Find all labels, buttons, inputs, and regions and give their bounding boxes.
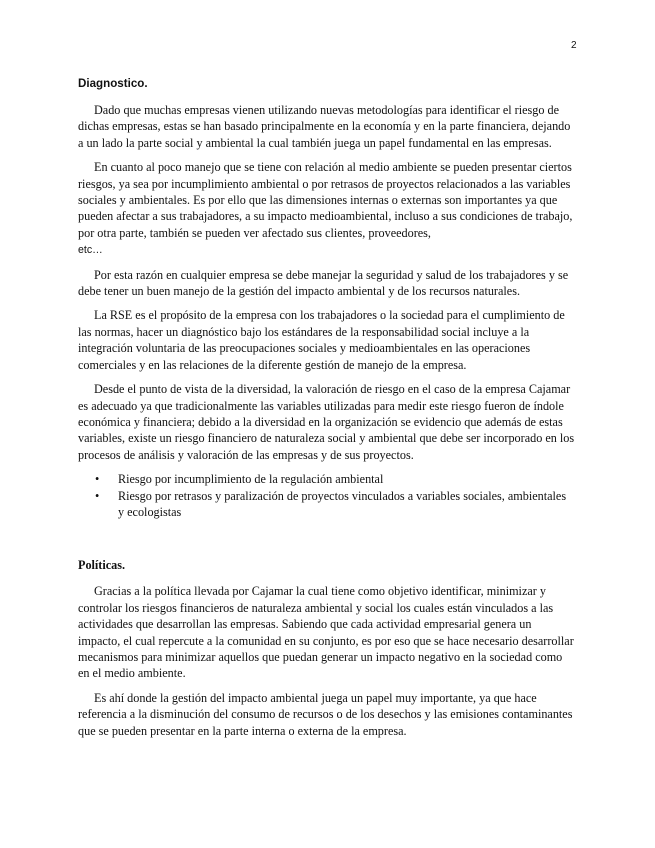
paragraph: Desde el punto de vista de la diversidad, la valoración de riesgo en el caso de la empresa Cajamar es adecuado ya que tradicionalmente las variables utilizadas para medir este riesgo fueron de índole económica y financiera; debido a la diversidad en la organización se evidencio que además de estas variables, existe un riesgo financiero de naturaleza social y ambiental que debe ser incorporado en los procesos de análisis y valoración de las empresas y de sus proyectos. bbox=[78, 382, 575, 462]
list-item bbox=[78, 471, 575, 487]
bullet-icon: • bbox=[95, 488, 100, 503]
paragraph bbox=[78, 159, 575, 258]
paragraph: Es ahí donde la gestión del impacto ambiental juega un papel muy importante, ya que hace referencia a la disminución del consumo de recursos o de los desechos y las emisiones contaminantes que se pueden presentar en la parte interna o externa de la empresa. bbox=[78, 690, 573, 738]
list-item-text: Riesgo por incumplimiento de la regulación ambiental bbox=[118, 472, 384, 487]
paragraph: Gracias a la política llevada por Cajamar la cual tiene como objetivo identificar, minimizar y controlar los riesgos financieros de naturaleza ambiental y social los cuales están vinculados a las actividades que desarrollan las empresas. Sabiendo que cada actividad empresarial genera un impacto, el cual repercute a la comunidad en su conjunto, es por eso que se hace necesario desarrollar mecanismos para minimizar aquellos que puedan generar un impacto negativo en la sociedad como en el medio ambiente. bbox=[78, 584, 574, 681]
section-heading-politicas: Políticas. bbox=[78, 558, 126, 573]
list-item bbox=[78, 488, 575, 521]
page-number: 2 bbox=[571, 40, 577, 51]
list-item-text: Riesgo por retrasos y paralización de proyectos vinculados a variables sociales, ambientales y ecologistas bbox=[118, 488, 567, 519]
page-content bbox=[78, 76, 575, 739]
bullet-list bbox=[78, 471, 575, 520]
paragraph: La RSE es el propósito de la empresa con los trabajadores o la sociedad para el cumplimiento de las normas, hacer un diagnóstico bajo los estándares de la responsabilidad social incluye a la integración voluntaria de las preocupaciones sociales y medioambientales en las operaciones comerciales y en las relaciones de la diferente gestión de manejo de la empresa. bbox=[78, 308, 565, 372]
bullet-icon: • bbox=[95, 472, 100, 487]
paragraph-text: En cuanto al poco manejo que se tiene con relación al medio ambiente se pueden presentar ciertos riesgos, ya sea por incumplimiento ambiental o por retrasos de proyectos relacionados a las variables sociales y ambientales. Es por ello que las dimensiones internas o externas son importantes ya que pueden afectar a sus trabajadores, a su impacto medioambiental, incluso a sus condiciones de trabajo, por otra parte, también se pueden ver afectado sus clientes, proveedores, bbox=[78, 160, 573, 240]
paragraph: Por esta razón en cualquier empresa se debe manejar la seguridad y salud de los trabajadores y se debe tener un buen manejo de la gestión del impacto ambiental y de los recursos naturales. bbox=[78, 267, 569, 299]
section-heading-diagnostico: Diagnostico. bbox=[78, 77, 148, 90]
etc-text: etc… bbox=[78, 244, 103, 257]
paragraph: Dado que muchas empresas vienen utilizando nuevas metodologías para identificar el riesgo de dichas empresas, estas se han basado principalmente en la economía y en la parte financiera, dejando a un lado la parte social y ambiental la cual también juega un papel fundamental en las empresas. bbox=[78, 103, 571, 150]
